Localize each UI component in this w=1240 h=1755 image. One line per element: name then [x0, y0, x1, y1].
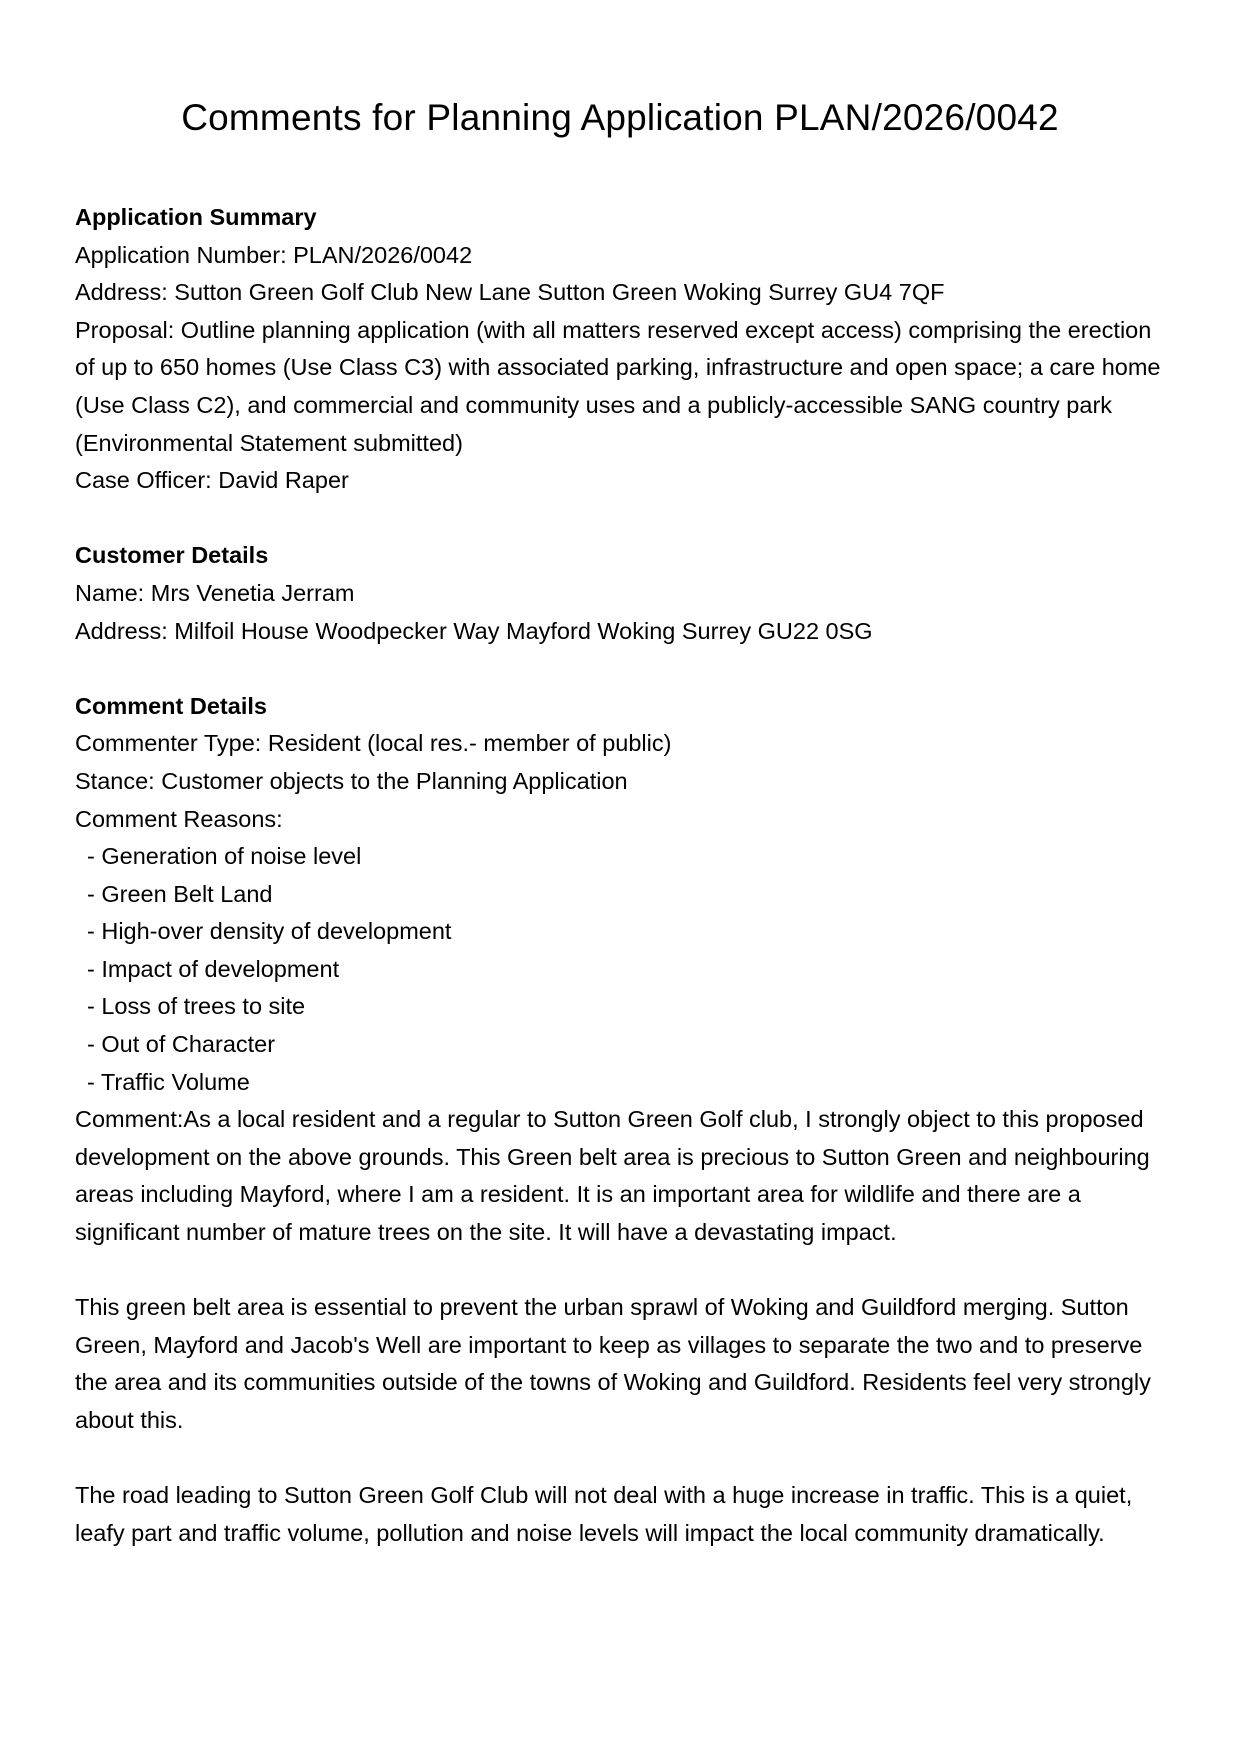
- customer-address: Address: Milfoil House Woodpecker Way Mayford Woking Surrey GU22 0SG: [75, 617, 873, 644]
- comment-paragraph-3: The road leading to Sutton Green Golf Club will not deal with a huge increase in traffic. This is a quiet, leafy part and traffic volume, pollution and noise levels will impact the local community dramatically.: [75, 1482, 1133, 1546]
- customer-details-section: [75, 537, 1170, 650]
- list-item: - Impact of development: [87, 955, 340, 982]
- application-summary-heading: Application Summary: [75, 204, 317, 230]
- paragraph-spacer: [75, 1440, 1170, 1478]
- commenter-type: Commenter Type: Resident (local res.- member of public): [75, 730, 672, 757]
- application-address: Address: Sutton Green Golf Club New Lane Sutton Green Woking Surrey GU4 7QF: [75, 279, 945, 306]
- comment-paragraph-1: Comment:As a local resident and a regular to Sutton Green Golf club, I strongly object to this proposed development on the above grounds. This Green belt area is precious to Sutton Green and neighbouring areas including Mayford, where I am a resident. It is an important area for wildlife and there are a significant number of mature trees on the site. It will have a devastating impact.: [75, 1106, 1150, 1246]
- stance: Stance: Customer objects to the Planning Application: [75, 767, 628, 794]
- list-item: - Generation of noise level: [87, 843, 362, 870]
- list-item: - Loss of trees to site: [87, 993, 306, 1020]
- application-number: Application Number: PLAN/2026/0042: [75, 241, 473, 268]
- list-item: - Traffic Volume: [87, 1068, 250, 1095]
- list-item: - Green Belt Land: [87, 880, 273, 907]
- document-content: [75, 199, 1170, 1552]
- section-spacer: [75, 500, 1170, 538]
- comment-details-section: [75, 688, 1170, 1553]
- comment-reasons-list: [75, 838, 1170, 1101]
- list-item: - Out of Character: [87, 1031, 276, 1058]
- customer-name: Name: Mrs Venetia Jerram: [75, 579, 355, 606]
- customer-details-heading: Customer Details: [75, 542, 269, 569]
- comment-details-heading: Comment Details: [75, 692, 267, 719]
- paragraph-spacer: [75, 1252, 1170, 1290]
- application-summary-section: [75, 199, 1170, 500]
- comment-reasons-label: Comment Reasons:: [75, 805, 283, 832]
- list-item: - High-over density of development: [87, 918, 452, 945]
- page-title: Comments for Planning Application PLAN/2026/0042: [181, 97, 1059, 138]
- comment-paragraph-2: This green belt area is essential to prevent the urban sprawl of Woking and Guildford merging. Sutton Green, Mayford and Jacob's Well are important to keep as villages to separate the two and to preserve the area and its communities outside of the towns of Woking and Guildford. Residents feel very strongly about this.: [75, 1294, 1151, 1433]
- section-spacer: [75, 650, 1170, 688]
- application-proposal: Proposal: Outline planning application (with all matters reserved except access) comprising the erection of up to 650 homes (Use Class C3) with associated parking, infrastructure and open space; a care home (Use Class C2), and commercial and community uses and a publicly-accessible SANG country park (Environmental Statement submitted): [75, 316, 1161, 456]
- case-officer: Case Officer: David Raper: [75, 467, 349, 494]
